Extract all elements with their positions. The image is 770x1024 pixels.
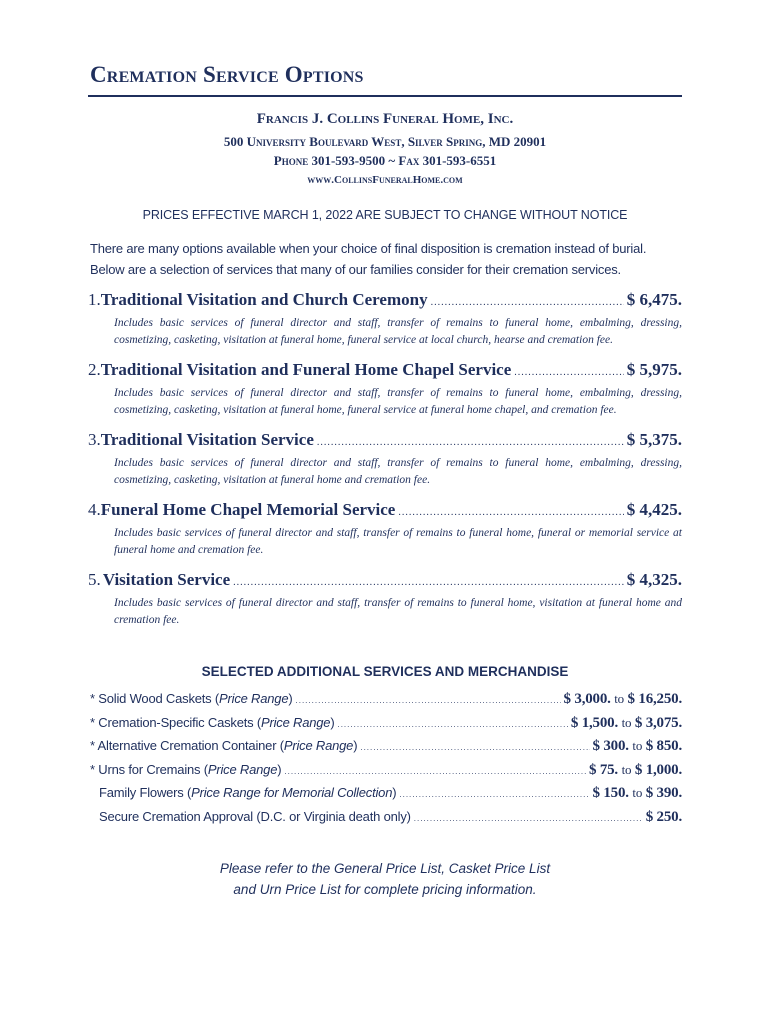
dot-leader (514, 361, 623, 385)
price-to: $ 16,250. (627, 691, 682, 707)
title-divider (88, 95, 682, 97)
item-range-note: Price Range (219, 691, 289, 706)
additional-item (90, 712, 682, 736)
price-to: $ 850. (645, 738, 682, 754)
service-number: 5. (88, 570, 101, 589)
price-to: $ 390. (645, 785, 682, 801)
dot-leader (296, 690, 561, 712)
service-item (88, 358, 682, 419)
item-label: * Alternative Cremation Container ( (90, 738, 284, 753)
item-range-note: Price Range for Memorial Collection (191, 785, 393, 800)
page-title: Cremation Service Options (90, 62, 364, 87)
item-price (589, 759, 682, 782)
intro-paragraph: There are many options available when your choice of final disposition is cremation instead of burial. Below are a selection of services that many of our families consider for their cremation services. (90, 241, 647, 277)
service-number: 3. (88, 430, 101, 449)
price-to-word: to (632, 738, 643, 753)
company-website: www.CollinsFuneralHome.com (307, 174, 463, 186)
item-price (593, 735, 682, 758)
service-item (88, 288, 682, 349)
price-from: $ 3,000. (563, 691, 611, 707)
item-range-note: Price Range (283, 738, 354, 753)
dot-leader (399, 784, 589, 806)
service-name: Visitation Service (102, 570, 231, 589)
dot-leader (414, 808, 643, 830)
service-description: Includes basic services of funeral director and staff, transfer of remains to funeral home, embalming, dressing, cosmetizing, casketing, visitation at funeral home, funeral service at local church, hearse and cremation fee. (114, 317, 682, 346)
service-item (88, 428, 682, 489)
service-price: $ 5,975. (626, 360, 682, 379)
service-number: 1. (88, 290, 101, 309)
service-price: $ 5,375. (626, 430, 682, 449)
service-name: Traditional Visitation and Funeral Home Chapel Service (100, 360, 512, 379)
additional-services-list (90, 688, 682, 829)
price-to-word: to (621, 761, 632, 777)
service-description: Includes basic services of funeral director and staff, transfer of remains to funeral home, embalming, dressing, cosmetizing, casketing, visitation at funeral home, funeral service at funeral home chapel, and cremation fee. (114, 387, 682, 416)
item-range-note: Price Range (261, 714, 331, 730)
additional-services-heading: SELECTED ADDITIONAL SERVICES AND MERCHANDISE (201, 664, 569, 679)
service-description: Includes basic services of funeral director and staff, transfer of remains to funeral home, embalming, dressing, cosmetizing, casketing, visitation at funeral home and cremation fee. (114, 457, 682, 486)
dot-leader (398, 501, 623, 525)
service-number: 2. (88, 360, 101, 379)
item-range-note: Price Range (207, 761, 278, 777)
item-label: * Urns for Cremains ( (90, 761, 208, 777)
price-from: $ 150. (592, 785, 629, 801)
additional-item (90, 688, 682, 712)
item-label-close: ) (330, 714, 335, 730)
price-to-word: to (614, 691, 624, 706)
service-price: $ 6,475. (626, 290, 682, 309)
item-label: * Solid Wood Caskets ( (90, 691, 220, 706)
additional-item (90, 782, 682, 806)
item-price (593, 782, 682, 805)
additional-item (90, 735, 682, 759)
service-description: Includes basic services of funeral director and staff, transfer of remains to funeral home, visitation at funeral home and cremation fee. (114, 597, 682, 626)
footer-note (88, 858, 682, 900)
dot-leader (284, 761, 586, 783)
dot-leader (317, 431, 624, 455)
item-label: * Cremation-Specific Caskets ( (90, 714, 261, 730)
dot-leader (233, 571, 624, 595)
dot-leader (360, 737, 589, 759)
company-name: Francis J. Collins Funeral Home, Inc. (256, 111, 514, 127)
service-description: Includes basic services of funeral director and staff, transfer of remains to funeral home, funeral or memorial service at funeral home and cremation fee. (114, 527, 682, 556)
price-to: $ 1,000. (634, 761, 682, 778)
price-from: $ 1,500. (570, 714, 618, 731)
service-price: $ 4,425. (626, 500, 682, 519)
price-to-word: to (621, 714, 632, 730)
dot-leader (337, 714, 567, 736)
service-price: $ 4,325. (626, 570, 682, 589)
service-item (88, 568, 682, 629)
price-to-word: to (632, 785, 643, 800)
item-price (564, 688, 682, 711)
item-label-close: ) (277, 761, 282, 777)
item-label-close: ) (353, 738, 358, 753)
additional-item (90, 759, 682, 783)
service-name: Funeral Home Chapel Memorial Service (100, 500, 396, 519)
price-to: $ 3,075. (634, 714, 682, 731)
price-from: $ 75. (588, 761, 618, 778)
additional-item (90, 806, 682, 830)
letterhead (88, 110, 682, 190)
footer-line-2: and Urn Price List for complete pricing information. (233, 882, 537, 897)
service-name: Traditional Visitation and Church Ceremony (100, 290, 428, 309)
price-notice: PRICES EFFECTIVE MARCH 1, 2022 ARE SUBJECT TO CHANGE WITHOUT NOTICE (142, 208, 628, 222)
item-label: Family Flowers ( (99, 785, 192, 800)
item-price: $ 250. (645, 808, 682, 825)
service-number: 4. (88, 500, 101, 519)
item-label-close: ) (392, 785, 397, 800)
price-from: $ 300. (592, 738, 629, 754)
footer-line-1: Please refer to the General Price List, Casket Price List (219, 861, 551, 876)
service-item (88, 498, 682, 559)
service-name: Traditional Visitation Service (100, 430, 314, 449)
company-address: 500 University Boulevard West, Silver Spring, MD 20901 (223, 134, 547, 149)
dot-leader (431, 291, 624, 315)
item-label: Secure Cremation Approval (D.C. or Virginia death only) (99, 808, 411, 824)
item-price (571, 712, 682, 735)
item-label-close: ) (288, 691, 293, 706)
company-phone: Phone 301-593-9500 ~ Fax 301-593-6551 (273, 153, 497, 168)
